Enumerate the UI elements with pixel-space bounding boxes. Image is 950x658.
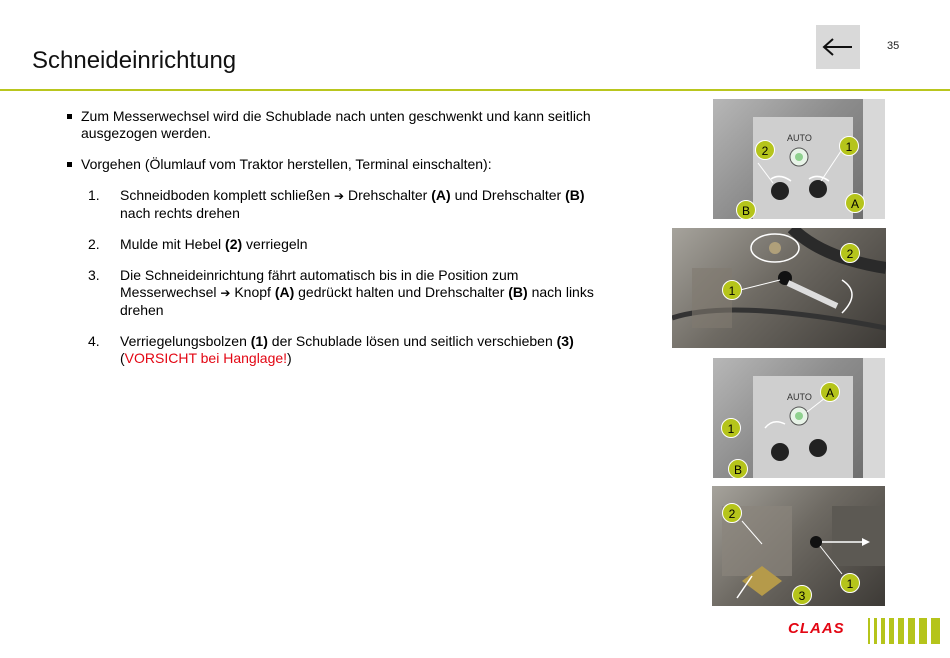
callout-badge: B	[736, 200, 756, 219]
instructions	[66, 108, 606, 381]
callout-badge: 2	[722, 503, 742, 523]
page-title: Schneideinrichtung	[32, 47, 237, 74]
photo-control-panel-rotary-switches	[713, 99, 885, 219]
photo-drawer-locking-bolt	[712, 486, 885, 606]
callout-badge: 1	[839, 136, 859, 156]
step-item: 3. Die Schneideinrichtung fährt automatisch bis in die Position zum Messerwechsel ➔ Knopf (A) gedrückt halten und Drehschalter (B) nach links drehen	[88, 267, 594, 318]
callout-badge: 3	[792, 585, 812, 605]
title-divider	[0, 89, 950, 91]
bullet-icon	[67, 162, 72, 167]
panel-text: AUTO	[787, 392, 812, 402]
callout-badge: 1	[721, 418, 741, 438]
step-number: 4.	[88, 333, 100, 349]
callout-badge: A	[845, 193, 865, 213]
bullet-icon	[67, 114, 72, 119]
photo-lever-mechanism	[672, 228, 886, 348]
panel-text: AUTO	[787, 133, 812, 143]
arrow-right-icon: ➔	[220, 286, 231, 300]
claas-logo: CLAAS	[788, 620, 845, 637]
photo-control-panel-button	[713, 358, 885, 478]
warning-text: VORSICHT bei Hanglage!	[124, 350, 288, 366]
back-button[interactable]	[816, 25, 860, 69]
callout-badge: 2	[755, 140, 775, 160]
step-item: 1. Schneidboden komplett schließen ➔ Drehschalter (A) und Drehschalter (B) nach rechts drehen	[88, 187, 585, 221]
callout-badge: 1	[840, 573, 860, 593]
callout-badge: 1	[722, 280, 742, 300]
bullet-item: Vorgehen (Ölumlauf vom Traktor herstellen, Terminal einschalten):	[66, 156, 606, 173]
callout-badge: B	[728, 459, 748, 478]
callout-badge: 2	[840, 243, 860, 263]
step-number: 2.	[88, 236, 100, 252]
bullet-item: Zum Messerwechsel wird die Schublade nach unten geschwenkt und kann seitlich ausgezogen werden.	[66, 108, 606, 142]
step-list	[66, 187, 606, 367]
step-item: 4. Verriegelungsbolzen (1) der Schublade lösen und seitlich verschieben (3) (VORSICHT bei Hanglage!)	[88, 333, 574, 366]
step-number: 1.	[88, 187, 100, 203]
callout-badge: A	[820, 382, 840, 402]
step-number: 3.	[88, 267, 100, 283]
arrow-left-icon	[822, 37, 854, 57]
step-item: 2. Mulde mit Hebel (2) verriegeln	[88, 236, 308, 252]
page-number: 35	[887, 40, 900, 52]
arrow-right-icon: ➔	[334, 189, 345, 203]
